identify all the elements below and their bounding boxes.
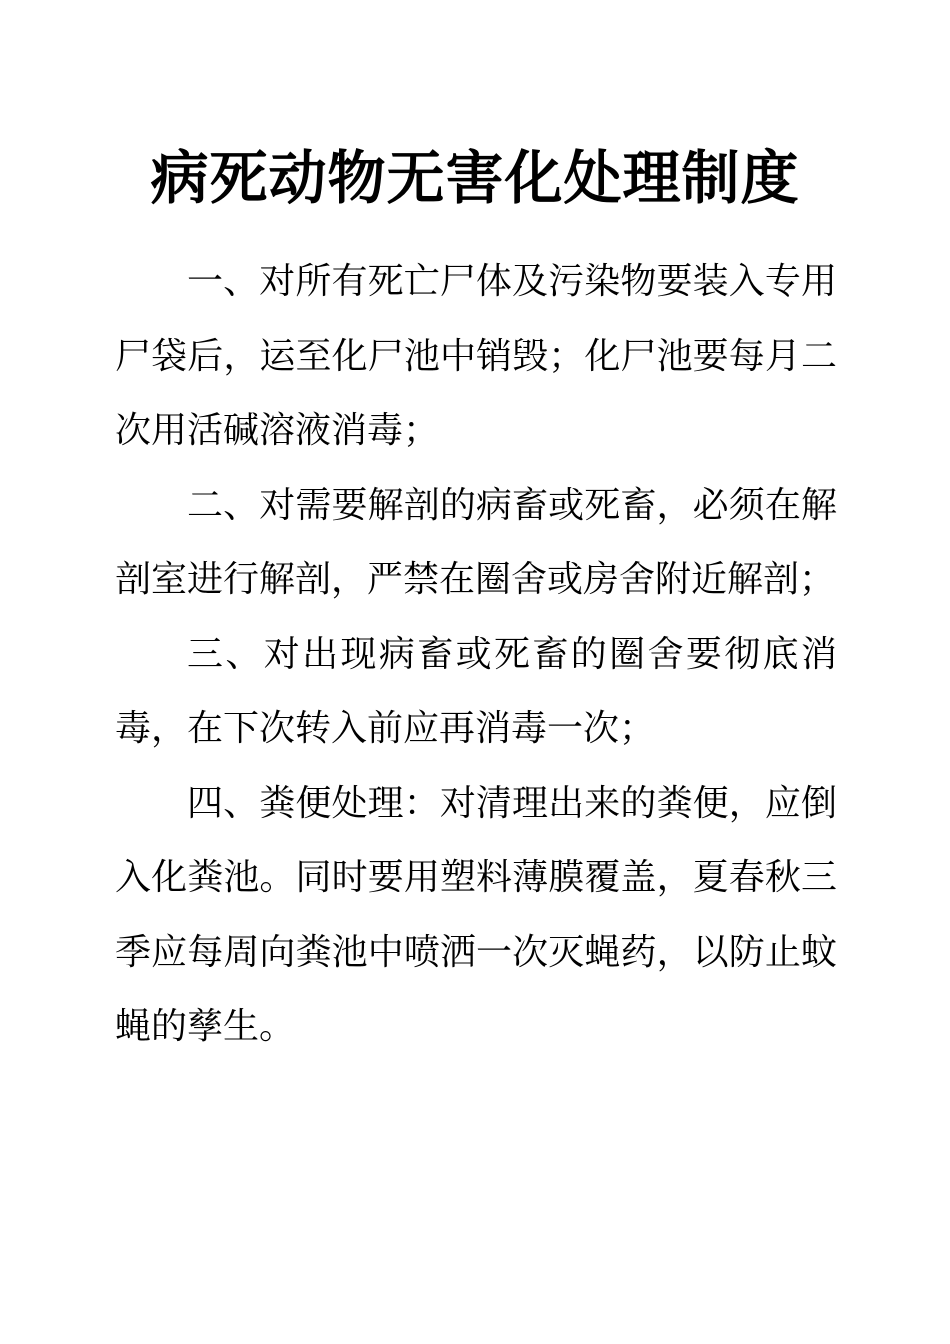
paragraph-3: 三、对出现病畜或死畜的圈舍要彻底消毒，在下次转入前应再消毒一次； xyxy=(115,633,837,749)
document-body xyxy=(115,245,837,1065)
paragraph-4: 四、粪便处理：对清理出来的粪便，应倒入化粪池。同时要用塑料薄膜覆盖，夏春秋三季应每周向粪池中喷洒一次灭蝇药，以防止蚊蝇的孳生。 xyxy=(115,782,837,1047)
paragraph-2: 二、对需要解剖的病畜或死畜，必须在解剖室进行解剖，严禁在圈舍或房舍附近解剖； xyxy=(115,484,837,600)
document-title: 病死动物无害化处理制度 xyxy=(150,143,800,212)
paragraph-1: 一、对所有死亡尸体及污染物要装入专用尸袋后，运至化尸池中销毁；化尸池要每月二次用活碱溶液消毒； xyxy=(115,261,837,451)
